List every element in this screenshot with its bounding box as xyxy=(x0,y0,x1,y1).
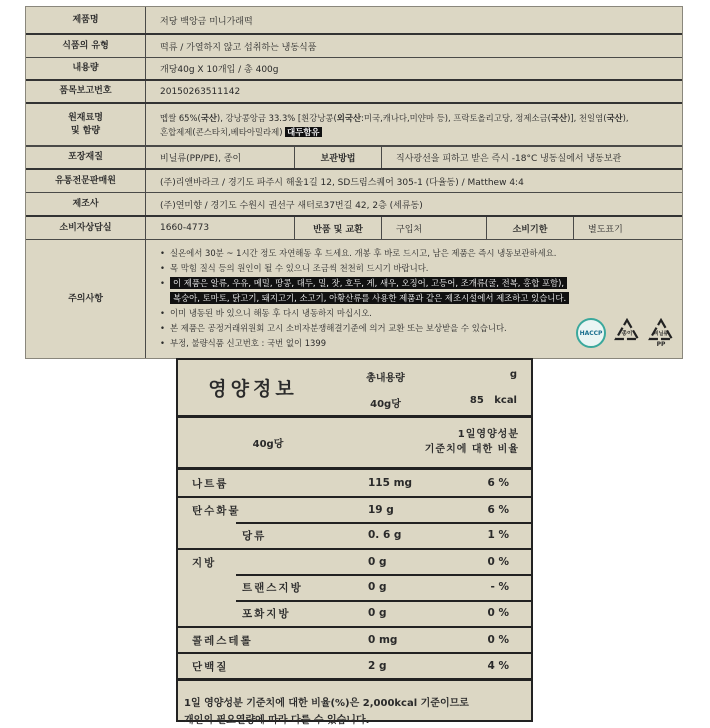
value-product-name: 저당 백앙금 미니가래떡 xyxy=(160,16,253,27)
ingredient-part: )], 천일염( xyxy=(567,112,607,123)
kcal-value: 85 xyxy=(469,395,484,406)
row-consumer-return-expiry xyxy=(26,217,682,240)
nutrient-amount: 19 g xyxy=(368,504,394,516)
nutrient-percent: 0 % xyxy=(487,556,509,568)
nutrient-row-fat xyxy=(178,548,531,574)
ingredient-part: 혼합제제(콘스타치,베타아밀라제) xyxy=(160,126,283,137)
nutrient-percent: 0 % xyxy=(487,607,509,619)
row-report-number xyxy=(26,81,682,104)
nutrient-percent: 6 % xyxy=(487,504,509,516)
caution-item: • 이미 냉동된 바 있으니 해동 후 다시 냉동하지 마십시오. xyxy=(160,306,569,321)
nutrition-summary xyxy=(338,360,531,415)
value-storage: 직사광선을 피하고 받은 즉시 -18°C 냉동실에서 냉동보관 xyxy=(396,154,622,164)
caution-list xyxy=(160,240,569,359)
svg-text:비닐류: 비닐류 xyxy=(653,331,669,337)
footnote-line1: 1일 영양성분 기준치에 대한 비율(%)은 2,000kcal 기준이므로 xyxy=(184,698,469,709)
label-storage: 보관방법 xyxy=(294,147,382,168)
label-ingredients xyxy=(26,104,146,145)
footnote-line2: 개인의 필요열량에 따라 다를 수 있습니다. xyxy=(184,715,370,726)
recycle-paper-icon xyxy=(614,318,640,348)
value-report-number: 20150263511142 xyxy=(160,86,241,97)
label-return-exchange: 반품 및 교환 xyxy=(294,217,382,239)
nutrient-amount: 2 g xyxy=(368,660,387,672)
ingredient-part: ), 강낭콩앙금 33.3% [흰강낭콩( xyxy=(216,112,337,123)
recycle-pp-label: PP xyxy=(656,341,666,348)
kcal-unit: kcal xyxy=(494,395,517,406)
nutrition-header xyxy=(178,360,531,418)
allergen-badge: 대두함유 xyxy=(287,126,320,137)
caution-item: • 본 제품은 공정거래위원회 고시 소비자분쟁해결기준에 의거 교환 또는 보상받을 수 있습니다. xyxy=(160,321,569,336)
nutrient-percent: - % xyxy=(490,581,509,593)
nutrient-amount: 0 mg xyxy=(368,634,398,646)
nutrient-name: 탄수화물 xyxy=(192,504,241,517)
product-info-table xyxy=(25,6,683,359)
row-ingredients xyxy=(26,104,682,146)
haccp-icon xyxy=(576,318,606,348)
value-expiry: 별도표기 xyxy=(588,224,623,235)
nutrient-row-sugars xyxy=(178,522,531,548)
nutrient-percent: 0 % xyxy=(487,634,509,646)
calories xyxy=(433,395,531,410)
nutrient-amount: 115 mg xyxy=(368,477,413,489)
nutrient-row-carbohydrate xyxy=(178,496,531,522)
nutrient-amount: 0 g xyxy=(368,607,387,619)
row-net-content xyxy=(26,58,682,81)
column-daily-value xyxy=(338,428,531,457)
nutrient-amount: 0. 6 g xyxy=(368,529,402,541)
nutrition-facts-panel xyxy=(176,358,533,726)
certification-marks xyxy=(576,318,674,348)
row-food-type xyxy=(26,35,682,58)
total-content-line xyxy=(338,369,531,384)
label-net-content: 내용량 xyxy=(26,58,146,79)
ingredient-origin: 국산 xyxy=(200,112,217,123)
nutrient-name: 나트륨 xyxy=(192,477,229,490)
value-packaging: 비닐류(PP/PE), 종이 xyxy=(160,154,242,164)
value-consumer-center: 1660-4773 xyxy=(160,223,210,233)
column-per-serving: 40g당 xyxy=(252,439,284,450)
recycle-vinyl-icon xyxy=(648,318,674,348)
nutrition-column-header xyxy=(178,418,531,470)
nutrient-percent: 1 % xyxy=(487,529,509,541)
nutrient-row-trans-fat xyxy=(178,574,531,600)
nutrient-amount: 0 g xyxy=(368,556,387,568)
label-product-name: 제품명 xyxy=(26,7,146,33)
nutrient-name: 단백질 xyxy=(192,660,229,673)
total-content-unit: g xyxy=(509,369,517,380)
nutrient-row-sodium xyxy=(178,470,531,496)
nutrient-name: 당류 xyxy=(242,529,267,542)
ingredients-line1 xyxy=(160,111,629,125)
value-manufacturer: (주)연미향 / 경기도 수원시 권선구 새터로37번길 42, 2층 (세류동) xyxy=(160,200,423,211)
allergy-line1: 이 제품은 알류, 우유, 메밀, 땅콩, 대두, 밀, 잣, 호두, 게, 새우, 오징어, 고등어, 조개류(굴, 전복, 홍합 포함), xyxy=(170,277,567,289)
ingredient-part: ), xyxy=(622,112,629,123)
value-ingredients xyxy=(146,104,682,145)
label-consumer-center: 소비자상담실 xyxy=(26,217,146,239)
row-distributor xyxy=(26,170,682,193)
ingredient-origin: 국산 xyxy=(550,112,568,123)
nutrient-name: 지방 xyxy=(192,556,217,569)
row-product-name xyxy=(26,7,682,35)
ingredient-origin: 외국산 xyxy=(336,112,362,123)
nutrient-name: 콜레스테롤 xyxy=(192,634,253,647)
per-serving-line xyxy=(338,395,531,410)
label-distributor: 유통전문판매원 xyxy=(26,170,146,192)
recycle-triangle-icon xyxy=(614,318,640,342)
svg-text:종이: 종이 xyxy=(621,331,633,337)
caution-item: • 부정, 불량식품 신고번호 : 국번 없이 1399 xyxy=(160,336,569,351)
label-caution: 주의사항 xyxy=(26,240,146,358)
per-serving-label: 40g당 xyxy=(370,399,401,410)
ingredient-part: 멥쌀 65%( xyxy=(160,112,201,123)
nutrient-percent: 6 % xyxy=(487,477,509,489)
ingredient-origin: 국산 xyxy=(606,112,623,123)
nutrient-name: 포화지방 xyxy=(242,607,291,620)
value-food-type: 떡류 / 가열하지 않고 섭취하는 냉동식품 xyxy=(160,42,317,53)
recycle-triangle-icon xyxy=(648,318,674,342)
allergy-line2: 복숭아, 토마토, 닭고기, 돼지고기, 소고기, 아황산류를 사용한 제품과 같은 제조시설에서 제조하고 있습니다. xyxy=(170,292,569,304)
label-expiry: 소비기한 xyxy=(486,217,574,239)
ingredients-line2 xyxy=(160,125,322,139)
nutrient-amount: 0 g xyxy=(368,581,387,593)
value-net-content: 개당40g X 10개입 / 총 400g xyxy=(160,65,279,75)
nutrition-title: 영양정보 xyxy=(208,378,298,400)
nutrient-percent: 4 % xyxy=(487,660,509,672)
label-packaging: 포장재질 xyxy=(26,147,146,168)
label-ingredients-line2: 및 함량 xyxy=(70,125,101,136)
label-report-number: 품목보고번호 xyxy=(26,81,146,102)
value-distributor: (주)리앤바라크 / 경기도 파주시 해울1길 12, SD드림스퀘어 305-1 (다율동) / Matthew 4:4 xyxy=(160,177,524,188)
caution-item: • 실온에서 30분 ~ 1시간 정도 자연해동 후 드세요. 개봉 후 바로 드시고, 남은 제품은 즉시 냉동보관하세요. xyxy=(160,246,569,261)
nutrition-footnote xyxy=(178,678,531,728)
caution-item: • 목 막힘 질식 등의 원인이 될 수 있으니 조금씩 천천히 드시기 바랍니다. xyxy=(160,261,569,276)
ingredient-part: :미국,캐나다,미얀마 등), 프락토올리고당, 정제소금( xyxy=(361,112,551,123)
daily-value-line1: 1일영양성분 xyxy=(457,429,519,440)
row-caution xyxy=(26,240,682,358)
label-food-type: 식품의 유형 xyxy=(26,35,146,57)
nutrient-row-protein xyxy=(178,652,531,678)
daily-value-line2: 기준치에 대한 비율 xyxy=(424,443,519,455)
total-content-label: 총내용량 xyxy=(366,373,405,384)
label-ingredients-line1: 원재료명 xyxy=(68,113,103,124)
value-return-exchange: 구입처 xyxy=(396,224,423,235)
row-manufacturer xyxy=(26,193,682,217)
label-manufacturer: 제조사 xyxy=(26,193,146,215)
caution-item-allergy xyxy=(160,276,569,306)
haccp-label: HACCP xyxy=(579,329,603,337)
nutrient-name: 트랜스지방 xyxy=(242,581,303,594)
row-packaging-storage xyxy=(26,146,682,170)
nutrient-row-saturated-fat xyxy=(178,600,531,626)
nutrient-row-cholesterol xyxy=(178,626,531,652)
